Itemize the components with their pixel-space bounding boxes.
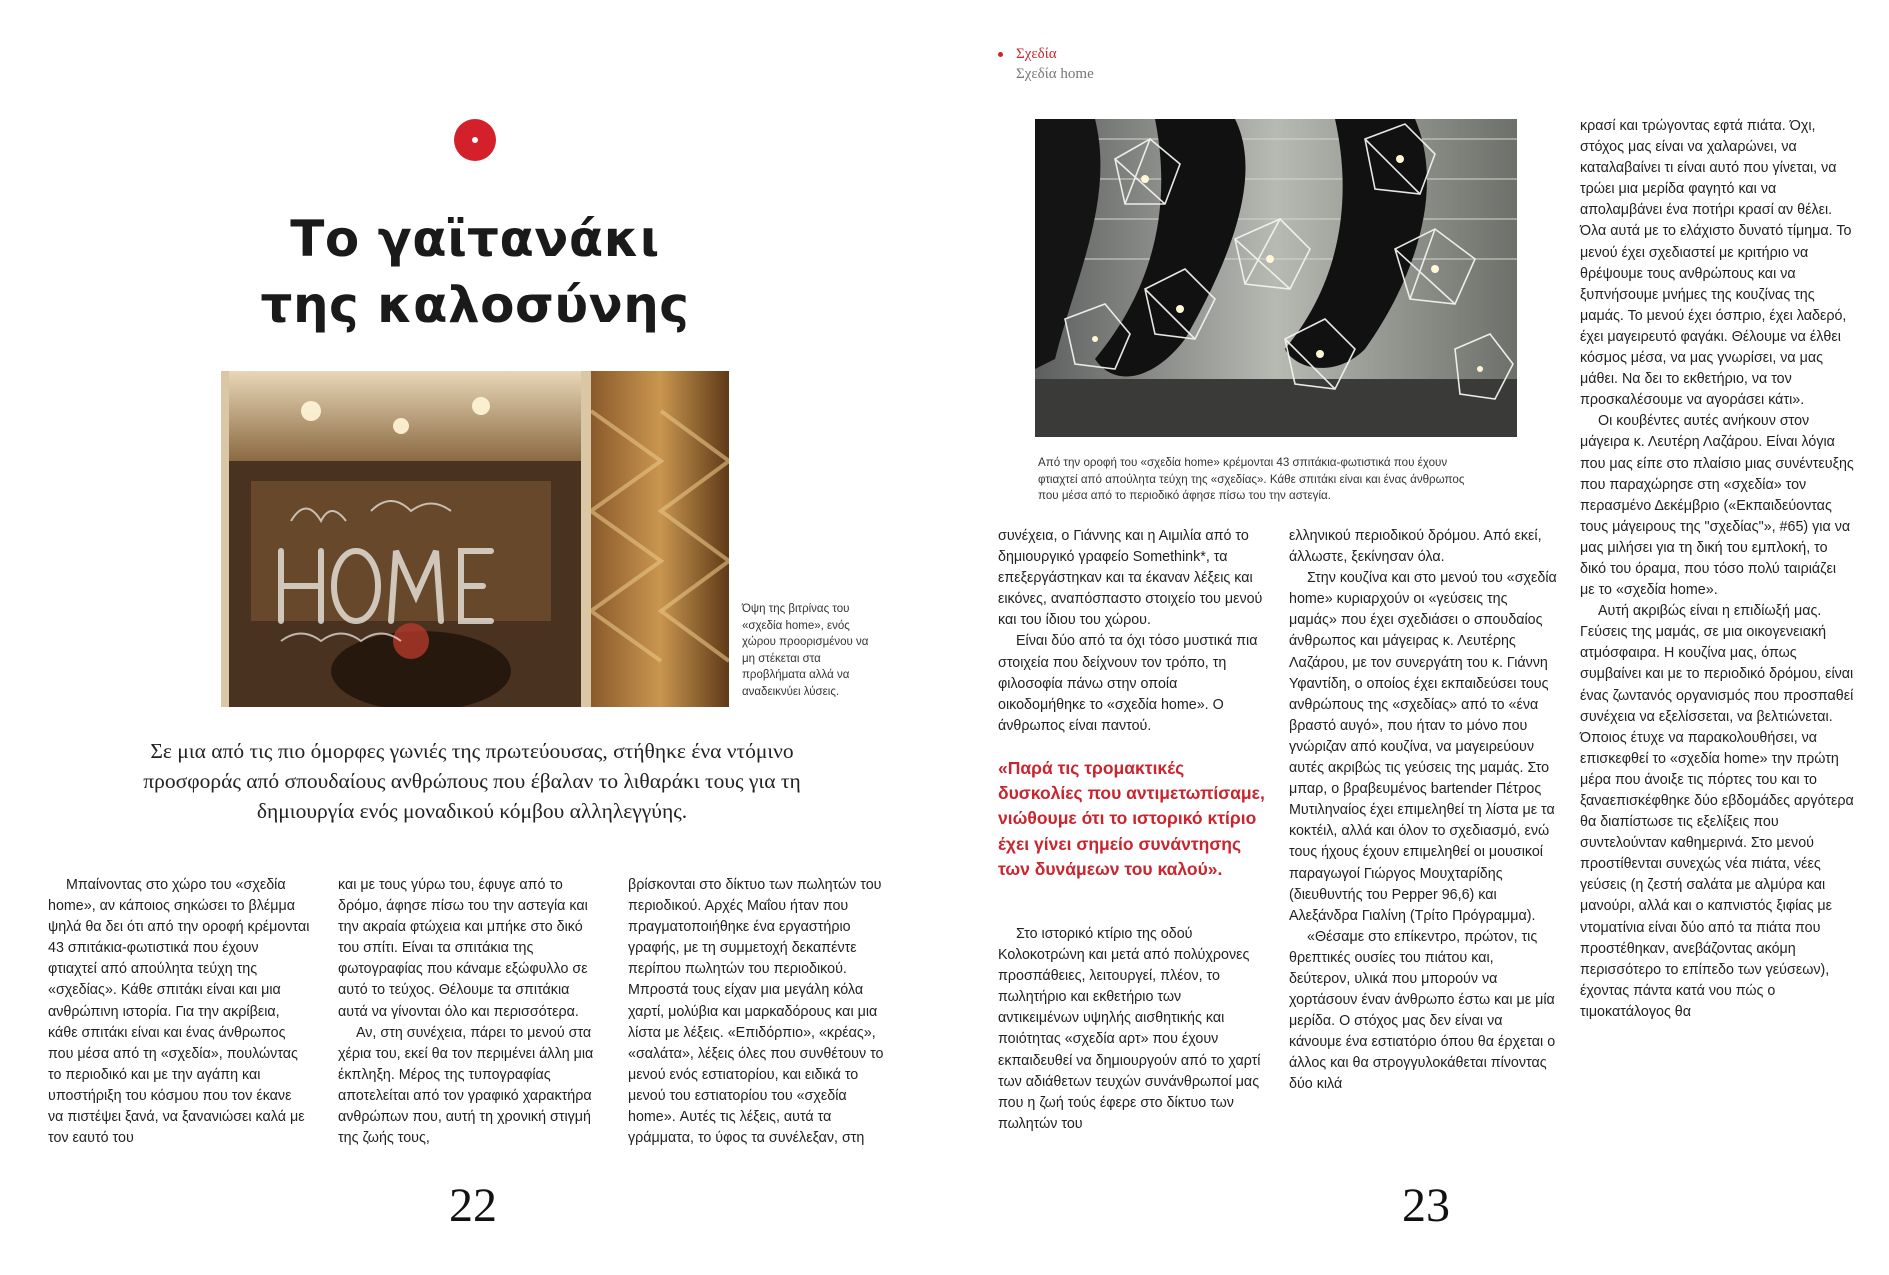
breadcrumb-section: Σχεδία [996, 44, 1094, 64]
article-lead: Σε μια από τις πιο όμορφες γωνιές της πρωτεύουσας, στήθηκε ένα ντόμινο προσφοράς από σπουδαίους ανθρώπους που έβαλαν το λιθαράκι τους για τη δημιουργία ενός μοναδικού κόμβου αλληλεγγύης. [143, 739, 801, 823]
body-paragraph: Στο ιστορικό κτίριο της οδού Κολοκοτρώνη και μετά από πολύχρονες προσπάθειες, λειτουργεί, πλέον, το πωλητήριο και εκθετήριο των αντικειμένων υψηλής αισθητικής και ποιότητας «σχεδία αρτ» που έχουν εκπαιδευθεί να δημιουργούν από το χαρτί των αδιάθετων τευχών συνάνθρωποί μας που η ζωή τούς έφερε στο δίκτυο των πωλητών του [998, 926, 1261, 1132]
body-column-6 [1580, 116, 1854, 1023]
body-paragraph: Στην κουζίνα και στο μενού του «σχεδία home» κυριαρχούν οι «γεύσεις της μαμάς» που έχει σχεδιάσει ο σπουδαίος άνθρωπος και μάγειρας κ. Λευτέρης Λαζάρου, με τον συνεργάτη του κ. Γιάννη Υφαντίδη, ο οποίος έχει εκπαιδεύσει τους ανθρώπους της «σχεδίας» από το «ένα βραστό αυγό», που ήταν το μόνο που γνώριζαν από κουζίνα, να μαγειρεύουν αυτές ακριβώς τις γεύσεις της μαμάς. Στο μπαρ, ο βραβευμένος bartender Πέτρος Μυτιληναίος έχει επιμεληθεί τη λίστα με τα κοκτέιλ, αλλά και όλον το σχεδιασμό, ενώ τους ήχους έχουν επιμεληθεί οι μουσικοί παραγωγοί Γιώργος Μουχταρίδης (διευθυντής του Pepper 96,6) και Αλεξάνδρα Γιαλίνη (Τρίτο Πρόγραμμα). [1289, 570, 1557, 924]
body-paragraph: κρασί και τρώγοντας εφτά πιάτα. Όχι, στόχος μας είναι να χαλαρώνει, να καταλαβαίνει τι είναι αυτό που γίνεται, να τρώει μια μερίδα φαγητό και να απολαμβάνει ένα ποτήρι κρασί αν θέλει. Όλα αυτά με το ελάχιστο δυνατό τίμημα. Το μενού έχει σχεδιαστεί με κριτήριο να θρέψουμε τους ανθρώπους και να ξυπνήσουμε μνήμες της κουζίνας της μαμάς. Το μενού έχει όσπριο, έχει λαδερό, έχει μαγειρευτό φαγάκι. Θέλουμε να έλθει κόσμος μέσα, να μας γνωρίσει, να μας μάθει. Να δει το εκθετήριο, να τον προσκαλέσουμε να αγοράσει κάτι». [1580, 118, 1852, 409]
body-column-2 [338, 875, 600, 1149]
body-paragraph: βρίσκονται στο δίκτυο των πωλητών του περιοδικού. Αρχές Μαΐου ήταν που πραγματοποιήθηκε ένα εργαστήριο γραφής, με τη συμμετοχή δεκαπέντε περίπου πωλητών του περιοδικού. Μπροστά τους είχαν μια μεγάλη κόλα χαρτί, μολύβια και μαρκαδόρους και μια λίστα με λέξεις. «Επιδόρπιο», «κρέας», «σαλάτα», λέξεις όλες που συνθέτουν το μενού ενός εστιατορίου, και ειδικά το μενού του εστιατορίου του «σχεδία home». Αυτές τις λέξεις, αυτά τα γράμματα, το ύφος τα συνέλεξαν, στη [628, 877, 884, 1147]
breadcrumb [996, 44, 1094, 84]
ceiling-lamps-photo [1035, 119, 1517, 437]
body-paragraph: Οι κουβέντες αυτές ανήκουν στον μάγειρα κ. Λευτέρη Λαζάρου. Είναι λόγια που μας είπε στο πλαίσιο μιας συνέντευξης που παραχώρησε στη «σχεδία» τον περασμένο Δεκέμβριο («Εκπαιδεύοντας τους μάγειρους της "σχεδίας"», #65) για να μας μιλήσει για τη δική του εμπλοκή, το δικό του όραμα, που τόσο πολύ ταιριάζει με το «σχεδία home». [1580, 413, 1854, 599]
page-number: 23 [1402, 1179, 1450, 1232]
storefront-photo [221, 371, 729, 707]
body-paragraph: ελληνικού περιοδικού δρόμου. Από εκεί, άλλωστε, ξεκίνησαν όλα. [1289, 528, 1542, 566]
title-line-2: της καλοσύνης [260, 276, 690, 334]
body-paragraph: «Θέσαμε στο επίκεντρο, πρώτον, τις θρεπτικές ουσίες του πιάτου και, δεύτερον, υλικά που μπορούν να χορτάσουν έναν άνθρωπο έστω και με μία μερίδα. Ο στόχος μας δεν είναι να κάνουμε ένα εστιατόριο όπου θα έρχεται ο άλλος και θα στρογγυλοκάθεται πίνοντας δύο κιλά [1289, 928, 1556, 1093]
pull-quote: «Παρά τις τρομακτικές δυσκολίες που αντιμετωπίσαμε, νιώθουμε ότι το ιστορικό κτίριο έχει γίνει σημείο συνάντησης των δυνάμεων του καλού». [998, 758, 1265, 879]
body-column-1 [48, 875, 310, 1149]
section-dot-icon [454, 119, 496, 161]
breadcrumb-subsection: Σχεδία home [1016, 66, 1094, 82]
body-paragraph: συνέχεια, ο Γιάννης και η Αιμιλία από το δημιουργικό γραφείο Somethink*, τα επεξεργάστηκαν και τα έκαναν λέξεις και εικόνες, αναπόσπαστο στοιχείο του μενού και του ίδιου του χώρου. [998, 528, 1263, 629]
body-column-4 [998, 526, 1266, 737]
body-paragraph: Μπαίνοντας στο χώρο του «σχεδία home», αν κάποιος σηκώσει το βλέμμα ψηλά θα δει ότι από την οροφή κρέμονται 43 σπιτάκια-φωτιστικά που έχουν φτιαχτεί από απούλητα τεύχη της «σχεδίας». Κάθε σπιτάκι είναι και μια ανθρώπινη ιστορία. Για την ακρίβεια, κάθε σπιτάκι είναι και ένας άνθρωπος που μέσα από τη «σχεδία», πουλώντας το περιοδικό και με την αγάπη και υποστήριξη του κόσμου που τον έκανε να πιστέψει ξανά, να ξανανιώσει καλά με τον εαυτό του [48, 877, 310, 1147]
body-column-3 [628, 875, 890, 1149]
body-column-4-continued [998, 924, 1266, 1135]
ceiling-photo-caption: Από την οροφή του «σχεδία home» κρέμονται 43 σπιτάκια-φωτιστικά που έχουν φτιαχτεί από απούλητα τεύχη της «σχεδίας». Κάθε σπιτάκι είναι και ένας άνθρωπος που μέσα από το περιοδικό άφησε πίσω του την αστεγία. [1038, 456, 1465, 503]
storefront-photo-caption: Όψη της βιτρίνας του «σχεδία home», ενός χώρου προορισμένου να μη στέκεται στα προβλήματα αλλά να αναδεικνύει λύσεις. [742, 603, 869, 698]
page-number: 22 [449, 1179, 497, 1232]
article-title [200, 206, 750, 338]
body-paragraph: Είναι δύο από τα όχι τόσο μυστικά πια στοιχεία που δείχνουν τον τρόπο, τη φιλοσοφία πάνω στην οποία οικοδομήθηκε το «σχεδία home». Ο άνθρωπος είναι παντού. [998, 633, 1258, 734]
body-paragraph: Αν, στη συνέχεια, πάρει το μενού στα χέρια του, εκεί θα τον περιμένει άλλη μια έκπληξη. Μέρος της τυπογραφίας αποτελείται από τον γραφικό χαρακτήρα ανθρώπων που, αυτή τη χρονική στιγμή της ζωής τους, [338, 1024, 594, 1147]
body-column-5 [1289, 526, 1557, 1096]
body-paragraph: και με τους γύρω του, έφυγε από το δρόμο, άφησε πίσω του την αστεγία και την ακραία φτώχεια και μπήκε στο δικό του σπίτι. Είναι τα σπιτάκια της φωτογραφίας που κάναμε εξώφυλλο σε αυτό το τεύχος. Θέλουμε τα σπιτάκια αυτά να γίνονται όλο και περισσότερα. [338, 877, 588, 1020]
title-line-1: Το γαϊτανάκι [290, 210, 660, 268]
body-paragraph: Αυτή ακριβώς είναι η επιδίωξή μας. Γεύσεις της μαμάς, σε μια οικογενειακή ατμόσφαιρα. Η κουζίνα μας, όπως συμβαίνει και με το περιοδικό δρόμου, είναι ένας ζωντανός οργανισμός που προσπαθεί συνέχεια να εξελίσσεται, να βελτιώνεται. Όποιος έτυχε να παρακολουθήσει, να επισκεφθεί το «σχεδία home» την πρώτη μέρα που άνοιξε τις πόρτες του και το ξαναεπισκέφθηκε δύο εβδομάδες αργότερα θα διαπίστωσε τις εξελίξεις που συντελούνταν καθημερινά. Στο μενού προστίθενται συνεχώς νέα πιάτα, νέες γεύσεις (η ζεστή σαλάτα με αλμύρα και μανούρι, αλλά και ο καπνιστός ξιφίας με ντοματίνια είναι δύο από τα πιάτα που προστέθηκαν, ανεβάζοντας ακόμη περισσότερο το επίπεδο των γεύσεων), έχοντας πάντα κατά νου πώς ο τιμοκατάλογος θα [1580, 603, 1854, 1020]
